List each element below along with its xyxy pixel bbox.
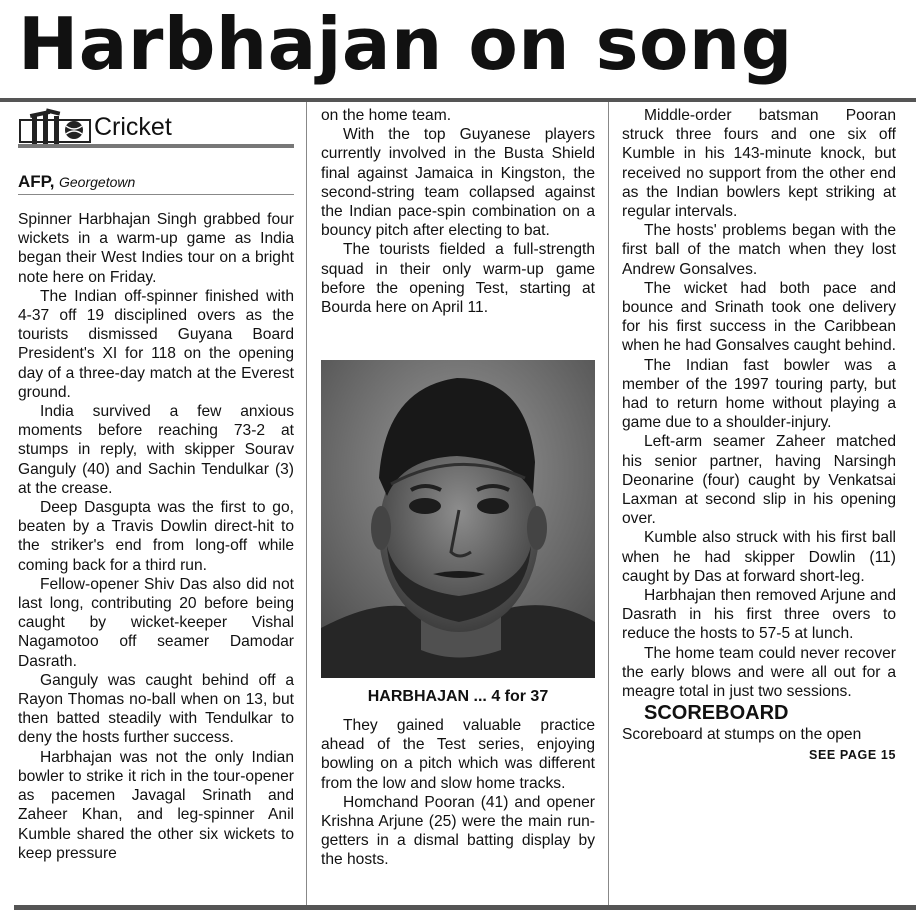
scoreboard-heading: SCOREBOARD [644,702,789,725]
column-2-top [321,106,595,317]
column-divider [608,102,609,905]
paragraph: Ganguly was caught behind off a Rayon Thomas no-ball when on 13, but then batted steadily with Tendulkar to deny the hosts further success. [18,671,294,747]
section-logo [18,104,294,144]
paragraph: The Indian fast bowler was a member of the 1997 touring party, but had to return home without playing a game due to a shoulder-injury. [622,356,896,432]
paragraph: Spinner Harbhajan Singh grabbed four wickets in a warm-up game as India began their West Indies tour on a bright note here on Friday. [18,211,294,286]
byline-rule [18,194,294,195]
photo-caption: HARBHAJAN ... 4 for 37 [367,688,549,705]
paragraph: on the home team. [321,107,452,124]
paragraph: They gained valuable practice ahead of the Test series, enjoying bowling on a pitch which was different from the low and slow home tracks. [321,717,595,792]
paragraph: Harbhajan was not the only Indian bowler to strike it rich in the tour-opener as pacemen Javagal Srinath and Zaheer Khan, and leg-spinner Anil Kumble shared the other six wickets to keep pressure [18,748,294,862]
column-1 [18,210,294,863]
paragraph: The wicket had both pace and bounce and Srinath took one delivery for his first success in the Caribbean when he had Gonsalves caught behind. [622,279,896,355]
top-rule [0,98,916,102]
paragraph: The Indian off-spinner finished with 4-37 off 19 disciplined overs as the tourists dismissed Guyana Board President's XI for 118 on the opening day of a three-day match at the Everest ground. [18,287,294,401]
column-divider [306,102,307,905]
see-page-link[interactable]: SEE PAGE 15 [809,747,896,762]
paragraph: The tourists fielded a full-strength squad in their only warm-up game before the opening Test, starting at Bourda here on April 11. [321,241,595,317]
paragraph: Middle-order batsman Pooran struck three fours and one six off Kumble in his 143-minute knock, but received no support from the other end as the Indian bowlers kept striking at regular intervals. [622,107,896,221]
paragraph: Harbhajan then removed Arjune and Dasrath in his first three overs to reduce the hosts to 57-5 at lunch. [622,587,896,643]
byline [18,172,135,193]
player-photo [321,360,595,678]
paragraph: Left-arm seamer Zaheer matched his senior partner, having Narsingh Deonarine (four) caught by Venkatsai Laxman at second slip in his opening over. [622,433,896,528]
portrait-illustration [321,360,595,678]
scoreboard-text: Scoreboard at stumps on the open [622,726,862,744]
cricket-stumps-ball-icon [18,106,92,144]
byline-place: Georgetown [59,174,136,190]
paragraph: Deep Dasgupta was the first to go, beaten by a Travis Dowlin direct-hit to the striker's end from long-off while coming back for a third run. [18,499,294,574]
paragraph: The hosts' problems began with the first ball of the match when they lost Andrew Gonsalves. [622,222,896,278]
paragraph: The home team could never recover the early blows and were all out for a meagre total in just two sessions. [622,644,896,701]
byline-agency: AFP, [18,172,55,191]
column-3 [622,106,896,765]
section-label: Cricket [94,113,172,141]
section-rule [18,144,294,148]
paragraph: Kumble also struck with his first ball when he had skipper Dowlin (11) caught by Das at forward short-leg. [622,529,896,585]
paragraph: India survived a few anxious moments before reaching 73-2 at stumps in reply, with skipper Sourav Ganguly (40) and Sachin Tendulkar (3) at the crease. [18,403,294,497]
paragraph: With the top Guyanese players currently involved in the Busta Shield final against Jamaica in Kingston, the second-string team collapsed against the Indian pace-spin combination on a bouncy pitch after electing to bat. [321,126,595,240]
column-2-bottom [321,716,595,870]
paragraph: Fellow-opener Shiv Das also did not last long, contributing 20 before being caught by wicket-keeper Vishal Nagamotoo off seamer Damodar Dasrath. [18,575,294,670]
headline: Harbhajan on song [18,2,793,86]
paragraph: Homchand Pooran (41) and opener Krishna Arjune (25) were the main run-getters in a dismal batting display by the hosts. [321,793,595,869]
bottom-rule [14,905,916,910]
